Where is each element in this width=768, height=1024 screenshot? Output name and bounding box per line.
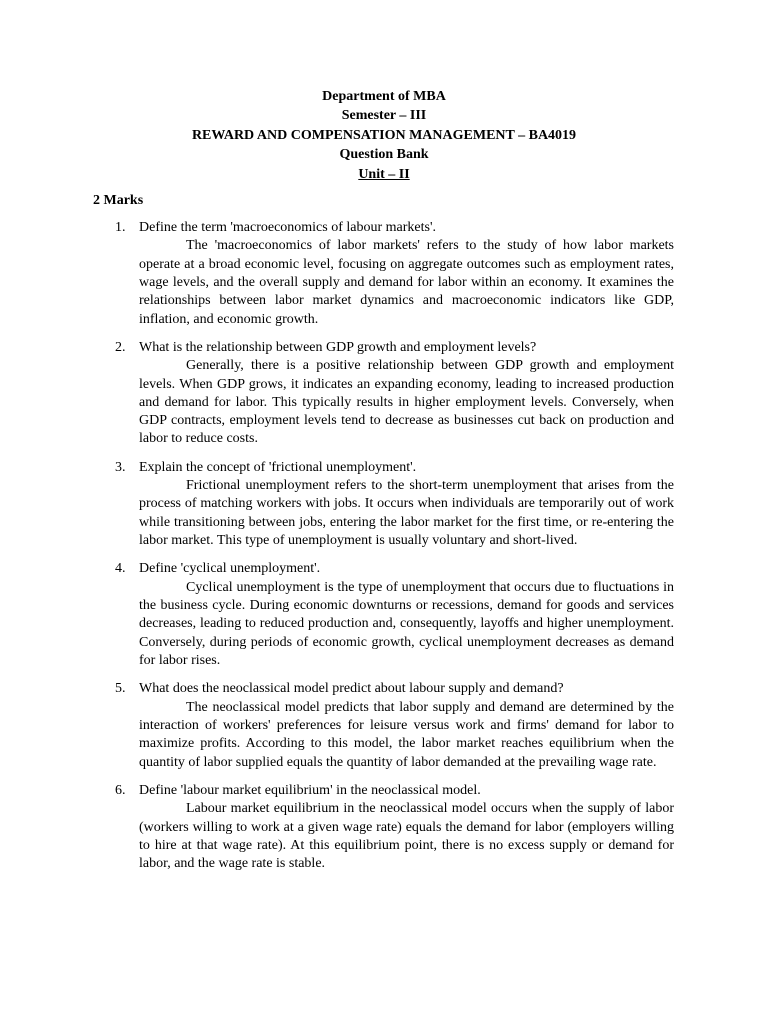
course-title: REWARD AND COMPENSATION MANAGEMENT – BA4019 (191, 127, 577, 143)
question-text: Define 'cyclical unemployment'. (139, 561, 321, 577)
answer-text: Frictional unemployment refers to the short-term unemployment that arises from the process of matching workers with jobs. It occurs when individuals are temporarily out of work while transitioning between jobs, entering the labor market for the first time, or re-entering the labor market. This type of unemployment is usually voluntary and short-lived. (139, 478, 674, 549)
answer-text: The neoclassical model predicts that labor supply and demand are determined by the interaction of workers' preferences for leisure versus work and firms' demand for labor to maximize profits. According to this model, the labor market reaches equilibrium when the quantity of labor supplied equals the quantity of labor demanded at the prevailing wage rate. (139, 699, 674, 770)
question-number: 3. (115, 459, 126, 475)
question-text: Define 'labour market equilibrium' in the neoclassical model. (139, 782, 481, 798)
question-item (0, 459, 768, 551)
answer-text: Generally, there is a positive relationship between GDP growth and employment levels. When GDP grows, it indicates an expanding economy, leading to increased production and demand for labor. This typically results in higher employment levels. Conversely, when GDP contracts, employment levels tend to decrease as businesses cut back on production and labor to reduce costs. (139, 358, 674, 447)
semester-title: Semester – III (341, 108, 427, 124)
question-item (0, 680, 768, 772)
question-item (0, 560, 768, 670)
document-header (0, 87, 768, 184)
question-text: What is the relationship between GDP growth and employment levels? (139, 339, 537, 355)
question-number: 4. (115, 561, 126, 577)
doc-type-title: Question Bank (339, 147, 429, 163)
question-text: Define the term 'macroeconomics of labour markets'. (139, 220, 436, 235)
question-text: Explain the concept of 'frictional unemployment'. (139, 459, 417, 475)
question-number: 5. (115, 681, 126, 697)
question-number: 6. (115, 782, 126, 798)
question-list (0, 219, 768, 883)
question-item (0, 782, 768, 874)
question-text: What does the neoclassical model predict about labour supply and demand? (139, 681, 564, 697)
question-number: 2. (115, 339, 126, 355)
department-title: Department of MBA (322, 89, 446, 104)
unit-title: Unit – II (358, 166, 410, 182)
section-title: 2 Marks (93, 193, 144, 208)
question-item (0, 339, 768, 449)
answer-text: Labour market equilibrium in the neoclassical model occurs when the supply of labor (workers willing to work at a given wage rate) equals the demand for labor (employers willing to hire at that wage rate). At this equilibrium point, there is no excess supply or demand for labor, and the wage rate is stable. (139, 801, 674, 872)
answer-text: The 'macroeconomics of labor markets' refers to the study of how labor markets operate at a broad economic level, focusing on aggregate outcomes such as employment rates, wage levels, and the overall supply and demand for labor within an economy. It examines the relationships between labor market dynamics and macroeconomic indicators like GDP, inflation, and economic growth. (139, 238, 674, 327)
question-item (0, 219, 768, 329)
question-number: 1. (115, 220, 126, 235)
answer-text: Cyclical unemployment is the type of unemployment that occurs due to fluctuations in the business cycle. During economic downturns or recessions, demand for goods and services decreases, leading to reduced production and, consequently, layoffs and higher unemployment. Conversely, during periods of economic growth, cyclical unemployment decreases as demand for labor rises. (139, 579, 674, 668)
